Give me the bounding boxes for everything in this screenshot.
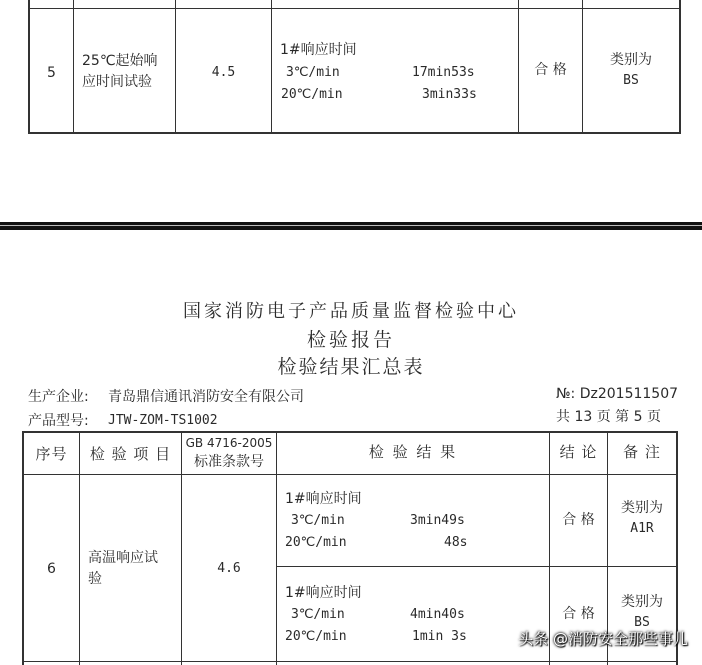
col-header-std-line2: 标准条款号 xyxy=(194,454,264,470)
top-table-bottom-border xyxy=(28,132,681,134)
page-separator-highlight xyxy=(0,225,702,226)
row5-time-2: 3min33s xyxy=(422,87,477,102)
row5-rate-2: 20℃/min xyxy=(281,87,343,102)
table-left-border xyxy=(22,431,24,665)
row6-bottom-border xyxy=(22,661,678,662)
row5-seq: 5 xyxy=(47,65,56,81)
row5-item-line1: 25℃起始响 xyxy=(82,53,158,69)
col-header-seq: 序号 xyxy=(35,445,68,463)
row6a-rate-1: 3℃/min xyxy=(291,513,345,528)
top-table-row-divider xyxy=(28,8,681,9)
model-label: 产品型号: xyxy=(28,413,89,429)
row6a-note-line1: 类别为 xyxy=(621,500,663,516)
row6-item-line1: 高温响应试 xyxy=(88,550,158,566)
top-col-sep-3 xyxy=(271,0,272,133)
row6b-note-line2: BS xyxy=(634,615,650,630)
row6b-rate-1: 3℃/min xyxy=(291,607,345,622)
col-sep-1 xyxy=(79,431,80,665)
row5-clause: 4.5 xyxy=(211,65,236,80)
summary-title: 检验结果汇总表 xyxy=(277,356,425,378)
row6a-time-1: 3min49s xyxy=(410,513,465,528)
maker-value: 青岛鼎信通讯消防安全有限公司 xyxy=(108,389,304,405)
subrow-divider xyxy=(276,566,678,567)
row5-note-line2: BS xyxy=(623,73,639,88)
row6b-result-title: 1#响应时间 xyxy=(285,585,362,601)
row6a-conclusion: 合 格 xyxy=(562,512,595,528)
center-name: 国家消防电子产品质量监督检验中心 xyxy=(183,301,519,322)
row6-item-line2: 验 xyxy=(88,571,102,587)
row6b-time-1: 4min40s xyxy=(410,607,465,622)
model-value: JTW-ZOM-TS1002 xyxy=(108,413,218,428)
maker-label: 生产企业: xyxy=(28,389,89,405)
header-bottom-border xyxy=(22,474,678,475)
col-header-std-line1: GB 4716-2005 xyxy=(185,436,273,450)
col-header-item: 检 验 项 目 xyxy=(89,445,172,463)
row6b-time-2: 1min 3s xyxy=(412,629,467,644)
row6a-result-title: 1#响应时间 xyxy=(285,491,362,507)
top-col-sep-1 xyxy=(73,0,74,133)
page-count: 共 13 页 第 5 页 xyxy=(556,409,661,425)
table-top-border xyxy=(22,431,678,433)
watermark-text: 头条 @消防安全那些事儿 xyxy=(518,630,688,648)
row6a-time-2: 48s xyxy=(444,535,468,550)
row6b-note-line1: 类别为 xyxy=(621,594,663,610)
col-header-conclusion: 结 论 xyxy=(559,443,598,461)
row6a-rate-2: 20℃/min xyxy=(285,535,347,550)
row5-conclusion: 合 格 xyxy=(534,62,567,78)
col-sep-3 xyxy=(276,431,277,665)
row5-item-line2: 应时间试验 xyxy=(82,74,152,90)
report-title: 检验报告 xyxy=(306,329,395,351)
row6b-conclusion: 合 格 xyxy=(562,606,595,622)
row5-note-line1: 类别为 xyxy=(610,52,652,68)
report-number: №: Dz201511507 xyxy=(556,386,679,402)
col-header-note: 备 注 xyxy=(623,443,661,461)
row5-rate-1: 3℃/min xyxy=(286,65,340,80)
top-table-right-border xyxy=(679,0,681,134)
row5-result-title: 1#响应时间 xyxy=(280,42,357,58)
row5-time-1: 17min53s xyxy=(412,65,475,80)
row6a-note-line2: A1R xyxy=(630,521,654,536)
row6b-rate-2: 20℃/min xyxy=(285,629,347,644)
row6-seq: 6 xyxy=(47,561,56,577)
col-header-result: 检 验 结 果 xyxy=(368,443,458,461)
row6-clause: 4.6 xyxy=(217,561,241,576)
page-separator xyxy=(0,222,702,230)
